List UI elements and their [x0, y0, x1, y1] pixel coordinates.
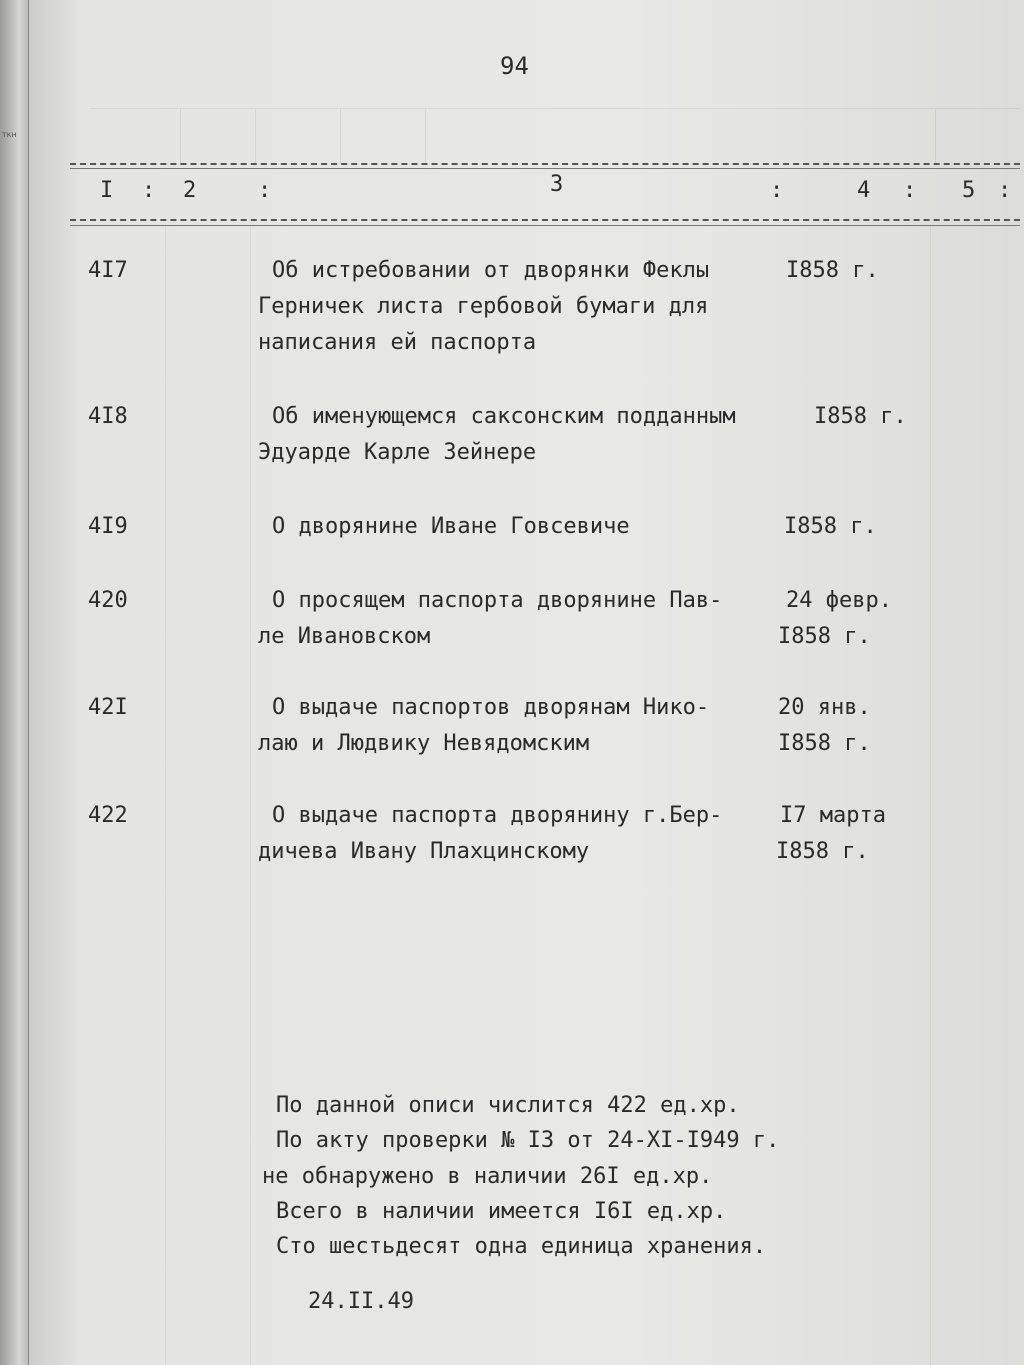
entry-title-line: О дворянине Иване Говсевиче — [272, 514, 630, 539]
entry-title-line: написания ей паспорта — [258, 330, 537, 355]
binding-tab-mark: ткн — [2, 130, 17, 139]
column-divider — [930, 225, 931, 1365]
entry-title-line: Герничек листа гербовой бумаги для — [258, 294, 709, 319]
col-sep: : — [998, 178, 1012, 203]
col-sep: : — [258, 178, 272, 203]
header-rule-bottom-thin — [70, 225, 1020, 226]
entry-date: 20 янв. — [778, 695, 871, 720]
col-header-2: 2 — [183, 178, 197, 203]
entry-date: I858 г. — [776, 839, 869, 864]
entry-date: 24 февр. — [786, 588, 892, 613]
entry-number: 42I — [88, 695, 128, 720]
entry-number: 4I9 — [88, 514, 128, 539]
entry-date: I858 г. — [784, 514, 877, 539]
entry-date: I858 г. — [814, 404, 907, 429]
entry-number: 420 — [88, 588, 128, 613]
date-stamp: 24.II.49 — [308, 1289, 414, 1314]
entry-title-line: лаю и Людвику Невядомским — [258, 731, 590, 756]
entry-title-line: О выдаче паспортов дворянам Нико- — [272, 695, 710, 720]
col-sep: : — [142, 178, 156, 203]
header-rule-top-thin — [70, 168, 1020, 169]
col-header-4: 4 — [857, 178, 871, 203]
entry-title-line: Об именующемся саксонским подданным — [272, 404, 736, 429]
summary-line: По акту проверки № I3 от 24-XI-I949 г. — [276, 1128, 780, 1153]
entry-title-line: дичева Ивану Плахцинскому — [258, 839, 590, 864]
entry-date: I858 г. — [778, 731, 871, 756]
entry-date: I858 г. — [786, 258, 879, 283]
faded-header-grid — [90, 108, 1020, 164]
entry-title-line: Эдуарде Карле Зейнере — [258, 440, 537, 465]
faded-header-col — [340, 109, 341, 164]
col-sep: : — [770, 178, 784, 203]
column-divider — [250, 225, 251, 1365]
entry-number: 4I8 — [88, 404, 128, 429]
faded-header-col — [425, 109, 426, 164]
col-header-1: I — [100, 178, 114, 203]
entry-number: 4I7 — [88, 258, 128, 283]
col-header-5: 5 — [962, 178, 976, 203]
entry-title-line: ле Ивановском — [258, 624, 431, 649]
entry-title-line: О выдаче паспорта дворянину г.Бер- — [272, 803, 723, 828]
entry-date: I858 г. — [778, 624, 871, 649]
faded-header-col — [180, 109, 181, 164]
summary-line: не обнаружено в наличии 26I ед.хр. — [262, 1164, 713, 1189]
entry-number: 422 — [88, 803, 128, 828]
col-header-3: 3 — [550, 172, 564, 197]
faded-header-col — [255, 109, 256, 164]
summary-line: Всего в наличии имеется I6I ед.хр. — [276, 1199, 727, 1224]
page-number: 94 — [500, 52, 529, 80]
summary-line: По данной описи числится 422 ед.хр. — [276, 1093, 740, 1118]
column-header-row — [0, 172, 1024, 218]
entry-title-line: Об истребовании от дворянки Феклы — [272, 258, 710, 283]
col-sep: : — [903, 178, 917, 203]
header-rule-bottom — [70, 219, 1020, 221]
entry-date: I7 марта — [780, 803, 886, 828]
header-rule-top — [70, 163, 1020, 165]
summary-line: Сто шестьдесят одна единица хранения. — [276, 1234, 767, 1259]
faded-header-col — [935, 109, 936, 164]
column-divider — [165, 225, 166, 1365]
entry-title-line: О просящем паспорта дворянине Пав- — [272, 588, 723, 613]
